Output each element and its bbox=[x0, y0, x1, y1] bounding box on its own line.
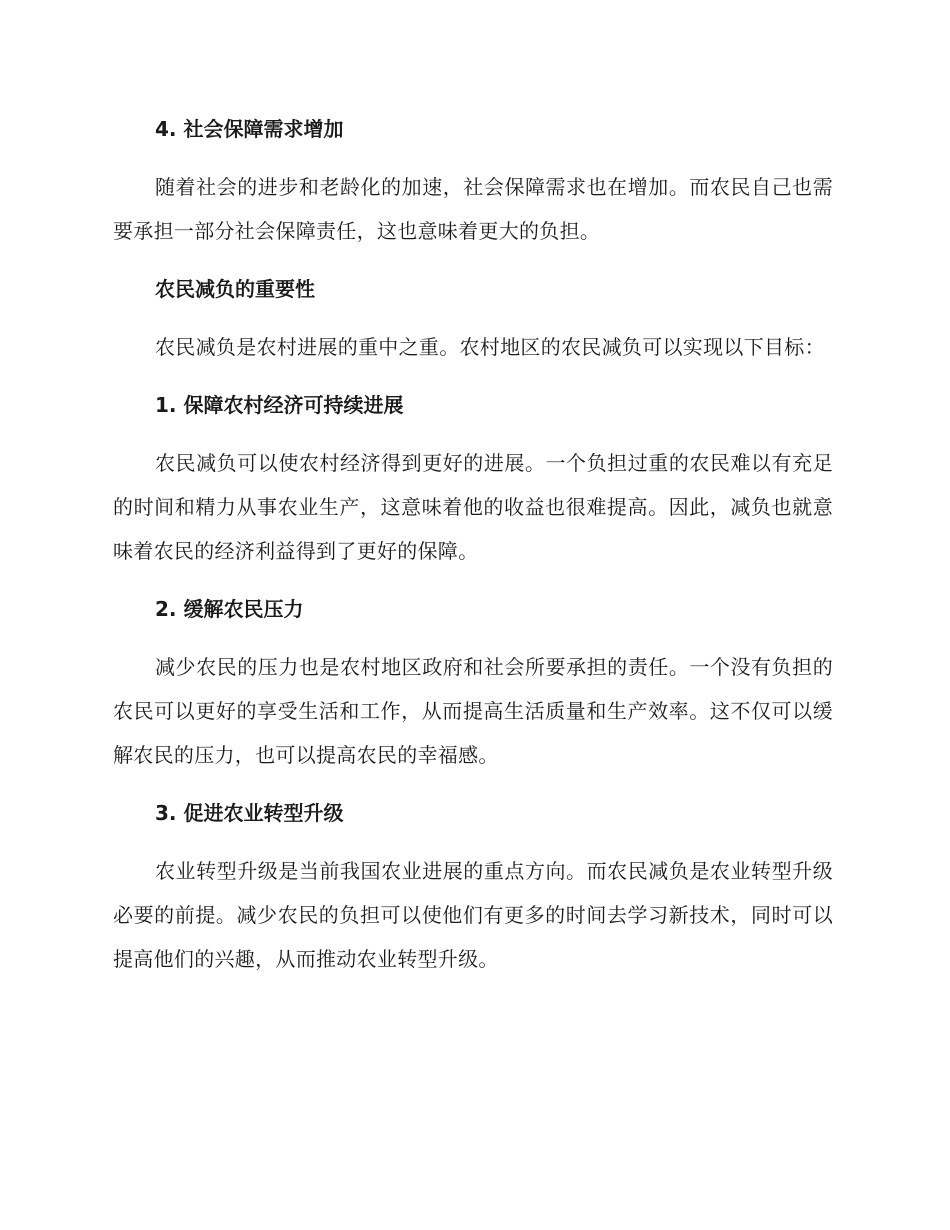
paragraph-economy: 农民减负可以使农村经济得到更好的进展。一个负担过重的农民难以有充足的时间和精力从事农业生产，这意味着他的收益也很难提高。因此，减负也就意味着农民的经济利益得到了更好的保障。 bbox=[113, 451, 833, 563]
section-heading-importance: 农民减负的重要性 bbox=[155, 277, 315, 301]
section-heading-economy: 1. 保障农村经济可持续进展 bbox=[155, 393, 404, 417]
paragraph-upgrade: 农业转型升级是当前我国农业进展的重点方向。而农民减负是农业转型升级必要的前提。减少农民的负担可以使他们有更多的时间去学习新技术，同时可以提高他们的兴趣，从而推动农业转型升级。 bbox=[113, 859, 833, 971]
section-heading-social-security: 4. 社会保障需求增加 bbox=[155, 117, 344, 141]
section-heading-pressure: 2. 缓解农民压力 bbox=[155, 597, 304, 621]
paragraph-pressure: 减少农民的压力也是农村地区政府和社会所要承担的责任。一个没有负担的农民可以更好的享受生活和工作，从而提高生活质量和生产效率。这不仅可以缓解农民的压力，也可以提高农民的幸福感。 bbox=[113, 655, 833, 767]
document-body bbox=[113, 107, 833, 995]
paragraph-social-security: 随着社会的进步和老龄化的加速，社会保障需求也在增加。而农民自己也需要承担一部分社会保障责任，这也意味着更大的负担。 bbox=[113, 175, 833, 243]
paragraph-importance: 农民减负是农村进展的重中之重。农村地区的农民减负可以实现以下目标： bbox=[155, 335, 825, 359]
section-heading-upgrade: 3. 促进农业转型升级 bbox=[155, 801, 344, 825]
